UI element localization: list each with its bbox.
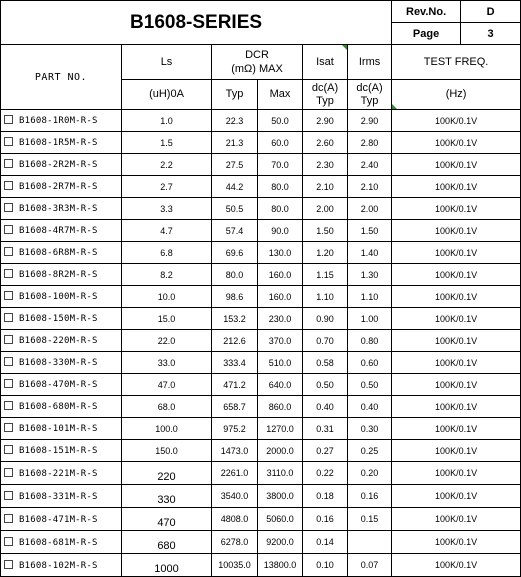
part-number-text: B1608-8R2M-R-S [19,270,98,280]
part-number-text: B1608-2R2M-R-S [19,160,98,170]
dcr-typ-cell: 333.4 [212,352,258,374]
irms-cell: 0.15 [348,508,392,531]
irms-cell: 1.00 [348,308,392,330]
row-checkbox-icon[interactable] [4,291,13,300]
part-number-cell [1,242,122,264]
part-number-text: B1608-331M-R-S [19,491,98,502]
test-freq-cell: 100K/0.1V [392,531,521,554]
column-isat-unit-line1: dc(A) [311,81,339,94]
dcr-max-cell: 80.0 [258,198,303,220]
row-checkbox-icon[interactable] [4,379,13,388]
part-number-cell [1,132,122,154]
inductance-cell: 22.0 [122,330,212,352]
column-irms-unit-line1: dc(A) [356,81,383,94]
part-number-text: B1608-221M-R-S [19,468,98,479]
table-row [1,308,521,330]
row-checkbox-icon[interactable] [4,269,13,278]
inductance-cell: 3.3 [122,198,212,220]
irms-cell: 0.80 [348,330,392,352]
part-number-cell [1,440,122,462]
row-checkbox-icon[interactable] [4,401,13,410]
dcr-max-cell: 70.0 [258,154,303,176]
column-header-row [1,45,521,80]
test-freq-cell: 100K/0.1V [392,440,521,462]
dcr-max-cell: 860.0 [258,396,303,418]
irms-cell: 0.60 [348,352,392,374]
column-part-no: PART NO. [1,45,122,110]
test-freq-cell: 100K/0.1V [392,198,521,220]
isat-cell: 0.90 [303,308,348,330]
row-checkbox-icon[interactable] [4,468,13,477]
part-number-text: B1608-102M-R-S [19,560,98,571]
row-checkbox-icon[interactable] [4,115,13,124]
part-number-text: B1608-681M-R-S [19,537,98,548]
part-number-text: B1608-1R5M-R-S [19,138,98,148]
irms-cell: 0.30 [348,418,392,440]
column-dcr-label: DCR [245,49,269,61]
part-number-text: B1608-3R3M-R-S [19,204,98,214]
column-ls: Ls [122,45,212,80]
inductance-cell: 1000 [122,554,212,577]
table-row [1,286,521,308]
irms-cell: 1.40 [348,242,392,264]
dcr-max-cell: 2000.0 [258,440,303,462]
dcr-max-cell: 3110.0 [258,462,303,485]
isat-cell: 0.10 [303,554,348,577]
inductance-cell: 150.0 [122,440,212,462]
dcr-max-cell: 9200.0 [258,531,303,554]
table-row [1,110,521,132]
inductance-cell: 10.0 [122,286,212,308]
dcr-typ-cell: 27.5 [212,154,258,176]
dcr-typ-cell: 6278.0 [212,531,258,554]
dcr-typ-cell: 212.6 [212,330,258,352]
table-row [1,198,521,220]
dcr-typ-cell: 3540.0 [212,485,258,508]
isat-cell: 0.16 [303,508,348,531]
part-number-text: B1608-101M-R-S [19,424,98,434]
row-checkbox-icon[interactable] [4,445,13,454]
table-row [1,220,521,242]
isat-cell: 0.22 [303,462,348,485]
part-number-text: B1608-150M-R-S [19,314,98,324]
table-row [1,508,521,531]
part-number-text: B1608-151M-R-S [19,446,98,456]
table-row [1,330,521,352]
isat-cell: 1.15 [303,264,348,286]
dcr-max-cell: 640.0 [258,374,303,396]
inductance-cell: 680 [122,531,212,554]
document-title: B1608-SERIES [1,1,392,45]
dcr-typ-cell: 80.0 [212,264,258,286]
dcr-typ-cell: 4808.0 [212,508,258,531]
row-checkbox-icon[interactable] [4,225,13,234]
table-row [1,242,521,264]
irms-cell: 0.40 [348,396,392,418]
row-checkbox-icon[interactable] [4,247,13,256]
table-row [1,396,521,418]
column-irms-unit [348,80,392,110]
dcr-typ-cell: 10035.0 [212,554,258,577]
test-freq-cell: 100K/0.1V [392,352,521,374]
dcr-max-cell: 370.0 [258,330,303,352]
row-checkbox-icon[interactable] [4,181,13,190]
part-number-cell [1,286,122,308]
part-number-cell [1,154,122,176]
isat-cell: 2.10 [303,176,348,198]
inductance-cell: 470 [122,508,212,531]
test-freq-cell: 100K/0.1V [392,286,521,308]
column-isat: Isat [303,45,348,80]
part-number-cell [1,110,122,132]
isat-cell: 1.10 [303,286,348,308]
irms-cell: 2.10 [348,176,392,198]
row-checkbox-icon[interactable] [4,537,13,546]
isat-cell: 0.70 [303,330,348,352]
row-checkbox-icon[interactable] [4,137,13,146]
isat-cell: 0.27 [303,440,348,462]
part-number-cell [1,418,122,440]
table-row [1,176,521,198]
isat-cell: 2.30 [303,154,348,176]
part-number-text: B1608-330M-R-S [19,358,98,368]
table-row [1,374,521,396]
test-freq-cell: 100K/0.1V [392,220,521,242]
isat-cell: 1.50 [303,220,348,242]
inductance-cell: 47.0 [122,374,212,396]
test-freq-cell: 100K/0.1V [392,462,521,485]
test-freq-cell: 100K/0.1V [392,554,521,577]
column-dcr-max: Max [258,80,303,110]
dcr-max-cell: 230.0 [258,308,303,330]
part-number-text: B1608-471M-R-S [19,514,98,525]
part-number-cell [1,531,122,554]
part-number-text: B1608-100M-R-S [19,292,98,302]
dcr-typ-cell: 658.7 [212,396,258,418]
rev-value: D [461,1,521,23]
irms-cell: 1.50 [348,220,392,242]
part-number-cell [1,396,122,418]
irms-cell: 2.80 [348,132,392,154]
isat-cell: 0.14 [303,531,348,554]
dcr-max-cell: 510.0 [258,352,303,374]
part-number-text: B1608-6R8M-R-S [19,248,98,258]
dcr-typ-cell: 50.5 [212,198,258,220]
isat-cell: 2.60 [303,132,348,154]
page-label: Page [392,23,461,45]
inductance-cell: 15.0 [122,308,212,330]
test-freq-cell: 100K/0.1V [392,154,521,176]
part-number-text: B1608-470M-R-S [19,380,98,390]
part-number-cell [1,176,122,198]
dcr-typ-cell: 21.3 [212,132,258,154]
row-checkbox-icon[interactable] [4,560,13,569]
table-row [1,264,521,286]
part-number-cell [1,462,122,485]
inductance-cell: 8.2 [122,264,212,286]
isat-cell: 0.40 [303,396,348,418]
inductance-cell: 4.7 [122,220,212,242]
dcr-typ-cell: 44.2 [212,176,258,198]
rev-label: Rev.No. [392,1,461,23]
test-freq-cell: 100K/0.1V [392,330,521,352]
table-row [1,440,521,462]
column-isat-unit [303,80,348,110]
part-number-text: B1608-4R7M-R-S [19,226,98,236]
table-row [1,462,521,485]
table-row [1,154,521,176]
column-dcr-typ: Typ [212,80,258,110]
part-number-text: B1608-2R7M-R-S [19,182,98,192]
part-number-cell [1,508,122,531]
dcr-max-cell: 13800.0 [258,554,303,577]
part-number-cell [1,330,122,352]
test-freq-cell: 100K/0.1V [392,396,521,418]
title-row [1,1,521,23]
dcr-typ-cell: 57.4 [212,220,258,242]
inductance-cell: 68.0 [122,396,212,418]
test-freq-cell: 100K/0.1V [392,308,521,330]
part-number-cell [1,485,122,508]
row-checkbox-icon[interactable] [4,159,13,168]
irms-cell: 0.20 [348,462,392,485]
isat-cell: 1.20 [303,242,348,264]
column-dcr [212,45,303,80]
row-checkbox-icon[interactable] [4,491,13,500]
test-freq-cell: 100K/0.1V [392,242,521,264]
isat-cell: 0.58 [303,352,348,374]
dcr-max-cell: 80.0 [258,176,303,198]
dcr-typ-cell: 22.3 [212,110,258,132]
dcr-typ-cell: 2261.0 [212,462,258,485]
table-row [1,531,521,554]
part-number-cell [1,264,122,286]
table-row [1,352,521,374]
irms-cell: 0.16 [348,485,392,508]
column-irms-unit-line2: Typ [360,94,379,107]
row-checkbox-icon[interactable] [4,514,13,523]
inductance-cell: 100.0 [122,418,212,440]
dcr-typ-cell: 1473.0 [212,440,258,462]
column-irms: Irms [348,45,392,80]
inductance-cell: 330 [122,485,212,508]
part-number-text: B1608-680M-R-S [19,402,98,412]
test-freq-cell: 100K/0.1V [392,176,521,198]
dcr-max-cell: 60.0 [258,132,303,154]
column-test-freq: TEST FREQ. [392,45,521,80]
part-number-cell [1,220,122,242]
dcr-max-cell: 160.0 [258,286,303,308]
isat-cell: 0.31 [303,418,348,440]
inductance-cell: 33.0 [122,352,212,374]
dcr-typ-cell: 69.6 [212,242,258,264]
irms-cell: 2.00 [348,198,392,220]
row-checkbox-icon[interactable] [4,357,13,366]
table-row [1,418,521,440]
row-checkbox-icon[interactable] [4,335,13,344]
irms-cell: 1.30 [348,264,392,286]
table-row [1,132,521,154]
inductance-cell: 220 [122,462,212,485]
inductance-cell: 6.8 [122,242,212,264]
test-freq-cell: 100K/0.1V [392,485,521,508]
column-dcr-unit: (mΩ) MAX [231,63,283,75]
column-isat-unit-line2: Typ [316,94,334,107]
test-freq-cell: 100K/0.1V [392,110,521,132]
part-number-cell [1,198,122,220]
irms-cell: 0.25 [348,440,392,462]
inductance-cell: 2.7 [122,176,212,198]
dcr-typ-cell: 471.2 [212,374,258,396]
dcr-max-cell: 130.0 [258,242,303,264]
test-freq-cell: 100K/0.1V [392,132,521,154]
irms-cell: 1.10 [348,286,392,308]
table-row [1,554,521,577]
row-checkbox-icon[interactable] [4,313,13,322]
inductance-cell: 1.0 [122,110,212,132]
dcr-max-cell: 3800.0 [258,485,303,508]
dcr-typ-cell: 98.6 [212,286,258,308]
test-freq-cell: 100K/0.1V [392,374,521,396]
part-number-cell [1,374,122,396]
isat-cell: 2.00 [303,198,348,220]
inductance-cell: 1.5 [122,132,212,154]
dcr-typ-cell: 975.2 [212,418,258,440]
isat-cell: 0.18 [303,485,348,508]
row-checkbox-icon[interactable] [4,423,13,432]
irms-cell: 0.07 [348,554,392,577]
dcr-max-cell: 5060.0 [258,508,303,531]
dcr-max-cell: 160.0 [258,264,303,286]
part-number-cell [1,352,122,374]
irms-cell [348,531,392,554]
dcr-max-cell: 50.0 [258,110,303,132]
inductance-cell: 2.2 [122,154,212,176]
table-row [1,485,521,508]
part-number-cell [1,308,122,330]
part-number-text: B1608-1R0M-R-S [19,116,98,126]
page-value: 3 [461,23,521,45]
irms-cell: 2.40 [348,154,392,176]
dcr-max-cell: 90.0 [258,220,303,242]
isat-cell: 2.90 [303,110,348,132]
test-freq-cell: 100K/0.1V [392,418,521,440]
isat-cell: 0.50 [303,374,348,396]
part-number-cell [1,554,122,577]
irms-cell: 0.50 [348,374,392,396]
test-freq-cell: 100K/0.1V [392,264,521,286]
dcr-typ-cell: 153.2 [212,308,258,330]
part-number-text: B1608-220M-R-S [19,336,98,346]
dcr-max-cell: 1270.0 [258,418,303,440]
irms-cell: 2.90 [348,110,392,132]
column-ls-unit: (uH)0A [122,80,212,110]
column-test-freq-unit: (Hz) [392,80,521,110]
test-freq-cell: 100K/0.1V [392,508,521,531]
row-checkbox-icon[interactable] [4,203,13,212]
